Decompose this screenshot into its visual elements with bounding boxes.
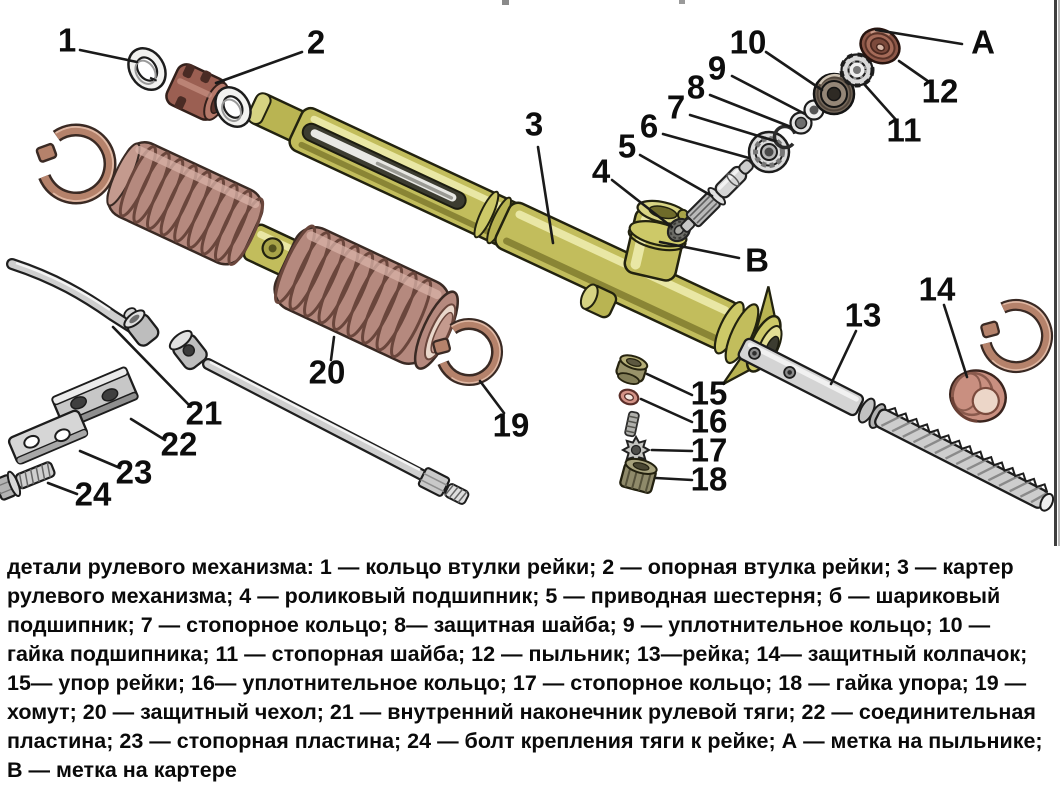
part-housing [230,22,817,399]
callout-6: 6 [639,107,659,145]
callout-5: 5 [617,127,637,165]
callout-23: 23 [115,453,153,491]
callout-2: 2 [306,23,326,61]
part-5-pinion [676,155,759,238]
callout-3: 3 [524,105,544,143]
scan-edge-line [1054,0,1057,546]
callout-9: 9 [707,49,727,87]
leader-line-16 [641,399,692,422]
leader-line-23 [80,451,120,468]
leader-line-7 [690,115,775,141]
callout-15: 15 [690,374,728,412]
leader-line-14 [944,305,967,377]
part-16-seal-ring [618,387,640,406]
leader-line-2 [216,52,302,83]
callout-4: 4 [591,152,611,190]
callout-12: 12 [921,72,959,110]
callout-A: A [971,23,995,61]
part-stop-spring [625,411,640,437]
callout-19: 19 [492,406,530,444]
callout-13: 13 [844,296,882,334]
part-23-lock-plate [8,409,89,464]
leader-line-10 [766,52,822,90]
scan-artifact [502,0,509,5]
leader-line-17 [652,450,692,451]
leader-line-5 [640,155,712,196]
part-14-protective-cap [943,363,1013,429]
part-21-tie-rod-1 [12,263,161,348]
part-clamp-right [972,292,1060,381]
leader-line-6 [663,134,749,158]
part-boot-section-1 [99,135,270,271]
callout-1: 1 [57,21,77,59]
callout-11: 11 [886,111,922,149]
scan-artifact [679,0,685,4]
callout-20: 20 [308,353,346,391]
callout-8: 8 [686,68,706,106]
callout-18: 18 [690,460,728,498]
callout-17: 17 [690,431,728,469]
callout-B: B [745,241,769,279]
callout-21: 21 [185,394,223,432]
leader-line-15 [647,374,692,395]
leader-line-24 [48,483,77,494]
part-1-ring [121,41,173,96]
callout-24: 24 [74,475,112,513]
leader-line-1 [80,50,137,62]
leader-line-13 [831,331,856,384]
callout-14: 14 [918,270,956,308]
callout-22: 22 [160,425,198,463]
leader-line-18 [656,478,692,480]
callout-7: 7 [666,88,686,126]
part-24-bolt [0,456,58,502]
callout-10: 10 [729,23,767,61]
callout-16: 16 [690,402,728,440]
figure-caption: детали рулевого механизма: 1 — кольцо втулки рейки; 2 — опорная втулка рейки; 3 — картер рулевого механизма; 4 — роликовый подшипник; 5 — приводная шестерня; б — шариковый подшипник; 7 — стопорное кольцо; 8— защитная шайба; 9 — уплотнительное кольцо; 10 — гайка подшипника; 11 — стопорная шайба; 12 — пыльник; 13—рейка; 14— защитный колпачок; 15— упор рейки; 16— уплотнительное кольцо; 17 — стопорное кольцо; 18 — гайка упора; 19 — хомут; 20 — защитный чехол; 21 — внутренний наконечник рулевой тяги; 22 — соединительная пластина; 23 — стопорная пластина; 24 — болт крепления тяги к рейке; А — метка на пыльнике; В — метка на картере [7,554,1043,782]
part-18-stop-nut [619,456,658,494]
part-15-rack-stop [614,352,649,387]
